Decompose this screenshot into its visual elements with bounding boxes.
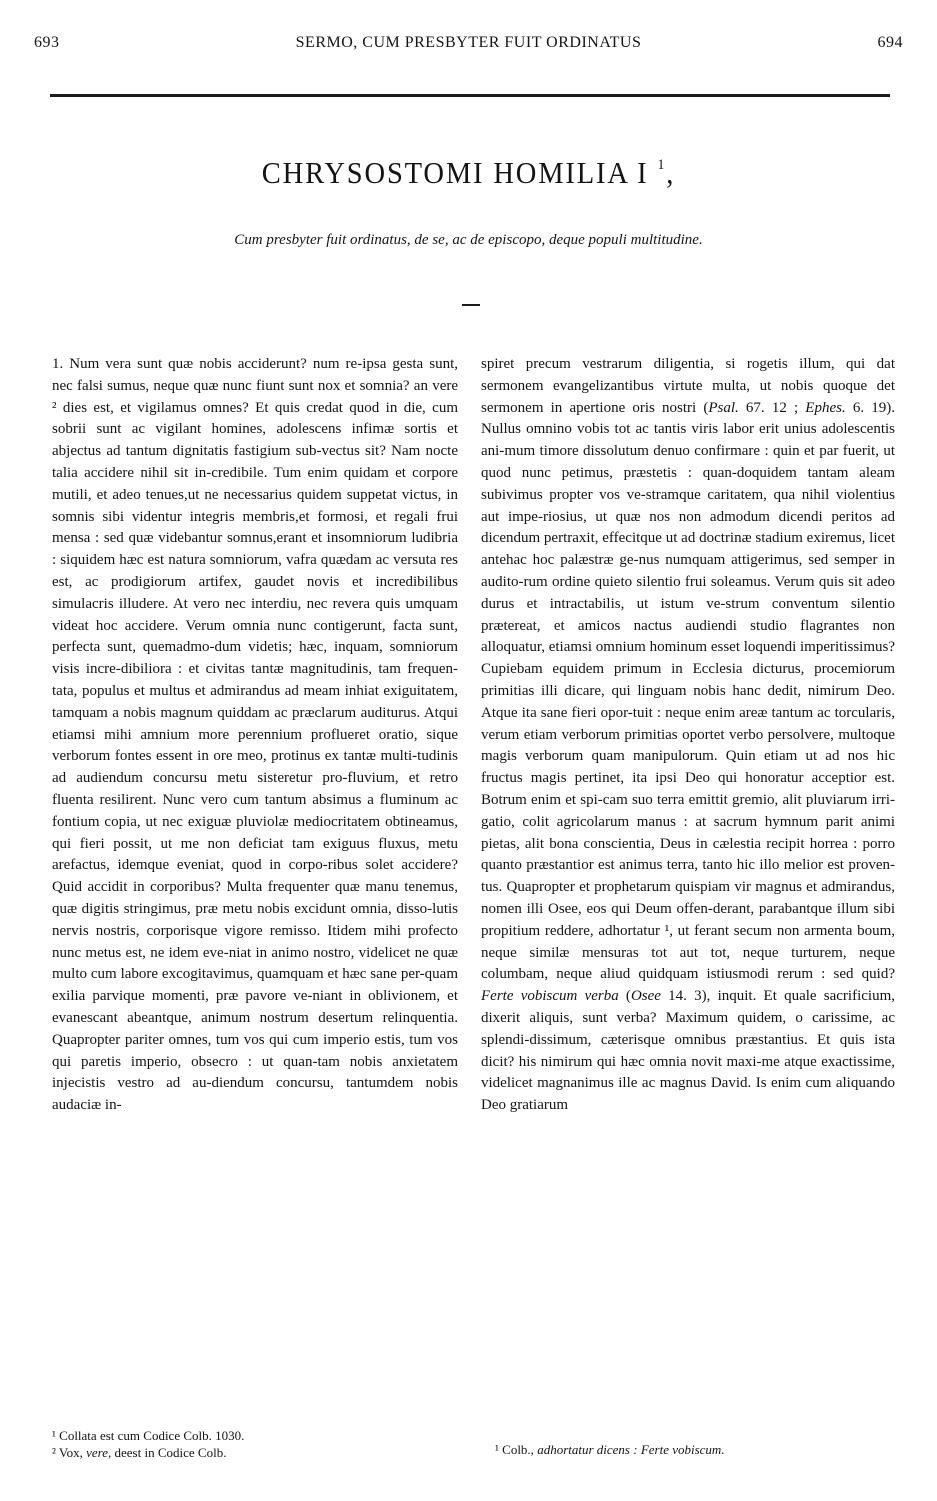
- footnote-right-1: [495, 1441, 895, 1458]
- footnote-right-1-b: adhortatur dicens : Ferte vobiscum.: [537, 1442, 725, 1457]
- quote-ferte: Ferte vobiscum verba: [481, 988, 619, 1005]
- left-column-number: 693: [34, 34, 60, 51]
- footnote-2-b: vere: [86, 1445, 109, 1460]
- right-text-part3: 14. 3), inquit. Et quale sacrificium, dixerit aliquis, sunt verba? Maximum quidem, o carissime, ac splendi-dissimum, cæterisque omnibus præstantius. Et quis ista dicit? his nimirum qui hæc omnia novit maxi-me atque exactissime, videlicet magnanimus ille ac magnus David. Is enim cum aliquando Deo gratiarum: [481, 988, 896, 1114]
- right-footnotes: [495, 1441, 895, 1458]
- left-paragraph: 1. Num vera sunt quæ nobis acciderunt? num re-ipsa gesta sunt, nec falsi sumus, neque quæ nunc fiunt sunt nox et somnia? an vere ² dies est, et vigilamus omnes? Et quis credat quod in die, cum sobrii sunt ac vigilant homines, adolescens infimæ sortis et abjectus ad tantum dignitatis fastigium sub-vectus sit? Nam nocte talia accidere nihil sit in-credibile. Tum enim quidam et corpore mutili, et adeo tenues,ut ne necessarius quidem suppetat victus, in somnis sibi videntur integris membris,et formosi, et regali frui mensa : sed quæ videbantur somnus,erant et insomniorum ludibria : siquidem hæc est natura somniorum, vafra quædam ac versuta res est, ac prodigiorum artifex, gaudet novis et incredibilibus simulacris illudere. At vero nec interdiu, nec revera quis umquam videat hoc accidere. Verum omnia nunc contigerunt, facta sunt, perfecta sunt, quemadmo-dum videtis; hæc, inquam, somniorum visis incre-dibiliora : et civitas tantæ magnitudinis, tam frequen-tata, populus et multus et admirandus ad meam inhiat exiguitatem, tamquam a nobis magnum quiddam ac præclarum auditurus. Atqui etiamsi mihi amnium more perennium proflueret oratio, sique verborum fontes essent in ore meo, protinus ex tantæ multi-tudinis ad audiendum concursu metu sisteretur pro-fluvium, et retro fluenta resilirent. Nunc vero cum tantum absimus a fluminum ac fontium copia, ut nec exiguæ pluviolæ mediocritatem obtineamus, qui fieri possit, ut me non deficiat tam exiguus fluxus, metu arefactus, idemque eveniat, quod in corpo-ribus solet accidere? Quid accidit in corporibus? Multa frequenter quæ manu tenemus, quæ digitis stringimus, præ metu nobis excidunt omnia, disso-lutis nervis nostris, corporisque vigore remisso. Itidem mihi profecto nunc metus est, ne idem eve-niat in animo nostro, videlicet ne quæ multo cum labore excogitavimus, quamquam et hæc sane per-quam exilia parvique momenti, præ pavore ve-niant in oblivionem, et evanescant abeantque, animum nostrum desertum relinquentia. Quapropter pariter omnes, tum vos qui cum imperio estis, tum vos qui paretis imperio, obsecro : ut quan-tam nobis anxietatem injecistis vestro ad au-diendum concursu, tantumdem nobis audaciæ in-: [52, 356, 458, 1114]
- running-title: SERMO, CUM PRESBYTER FUIT ORDINATUS: [295, 34, 642, 51]
- homily-title-text: CHRYSOSTOMI HOMILIA I: [261, 155, 649, 190]
- footnote-1: ¹ Collata est cum Codice Colb. 1030.: [52, 1428, 245, 1443]
- right-text-part1: spiret precum vestrarum diligentia, si rogetis illum, qui dat sermonem evangelizantibus virtute multa, ut nobis quoque det sermonem in apertione oris nostri (: [481, 356, 895, 416]
- footnote-2-c: , deest in Codice Colb.: [108, 1445, 227, 1460]
- section-dash: [462, 304, 480, 306]
- right-text-column: [481, 354, 895, 1117]
- left-footnotes: [52, 1427, 458, 1461]
- footnote-right-1-a: ¹ Colb.,: [495, 1442, 538, 1457]
- ref-ephes: Ephes.: [805, 399, 846, 416]
- ref-psal: Psal.: [708, 399, 739, 416]
- right-text-part2: 6. 19). Nullus omnino vobis tot ac tantis viris labor erit unius adolescentis ani-mum timore dissolutum denuo confirmare : quin et par fuerit, ut quod nunc petimus, præstetis : quan-doquidem tantam aleam subivimus propter vos ve-stramque caritatem, qua nihil violentius aut impe-riosius, ut quæ nos non admodum dicendi peritos ad dicendum pertraxit, effecitque ut ad doctrinæ stadium exiremus, licet antehac hoc palæstræ ge-nus numquam attigerimus, sed semper in audito-rum ordine quieto silentio frui soleamus. Verum quis sit adeo durus et intractabilis, ut istum ve-strum conventum silentio prætereat, et amicos nactus audiendi studio flagrantes non alloquatur, etiamsi omnium hominum esset loquendi imperitissimus? Cupiebam equidem primum in Ecclesia dicturus, procemiorum primitias illi dicare, qui linguam nobis hanc dedit, nimirum Deo. Atque ita sane fieri opor-tuit : neque enim areæ tantum ac torcularis, verum etiam verborum primitias oportet verbo persolvere, multoque magis verborum quam manipulorum. Quin etiam ut ad nos hic fructus magis pertinet, ita ipsi Deo qui honoratur acceptior est. Botrum enim et spi-cam suo terra emittit gremio, alit pluviarum irri-gatio, colit agricolarum manus : at sacrum hymnum parit animi pietas, alit bona conscientia, Deus in cælestia recipit horrea : porro quanto præstantior est animus terra, tanto hic illo melior est proven-tus. Quapropter et prophetarum quispiam vir magnus et admirandus, nomen illi Osee, eos qui Deum offen-derant, parabantque illum sibi propitium reddere, adhortatur ¹, ut ferant secum non armenta boum, neque similæ mensuras tot aut tot, neque turturem, neque columbam, neque aliud quidquam istiusmodi rerum : sed quid?: [481, 399, 896, 983]
- title-footnote-mark: 1: [657, 157, 667, 173]
- right-column-number: 694: [877, 34, 903, 51]
- header-rule: [50, 94, 890, 97]
- left-text-column: [52, 354, 458, 1117]
- ref-osee: Osee: [630, 988, 661, 1005]
- right-paragraph: [481, 354, 895, 1117]
- ref-osee-open: (: [618, 988, 631, 1005]
- title-trailing: ,: [666, 155, 676, 190]
- footnote-2: [52, 1444, 458, 1461]
- footnote-2-a: ² Vox,: [52, 1445, 87, 1460]
- ref-psal-num: 67. 12 ;: [738, 399, 806, 416]
- page-header: [0, 34, 937, 56]
- homily-title: [37, 155, 899, 191]
- homily-subtitle: Cum presbyter fuit ordinatus, de se, ac de episcopo, deque populi multitudine.: [234, 232, 703, 248]
